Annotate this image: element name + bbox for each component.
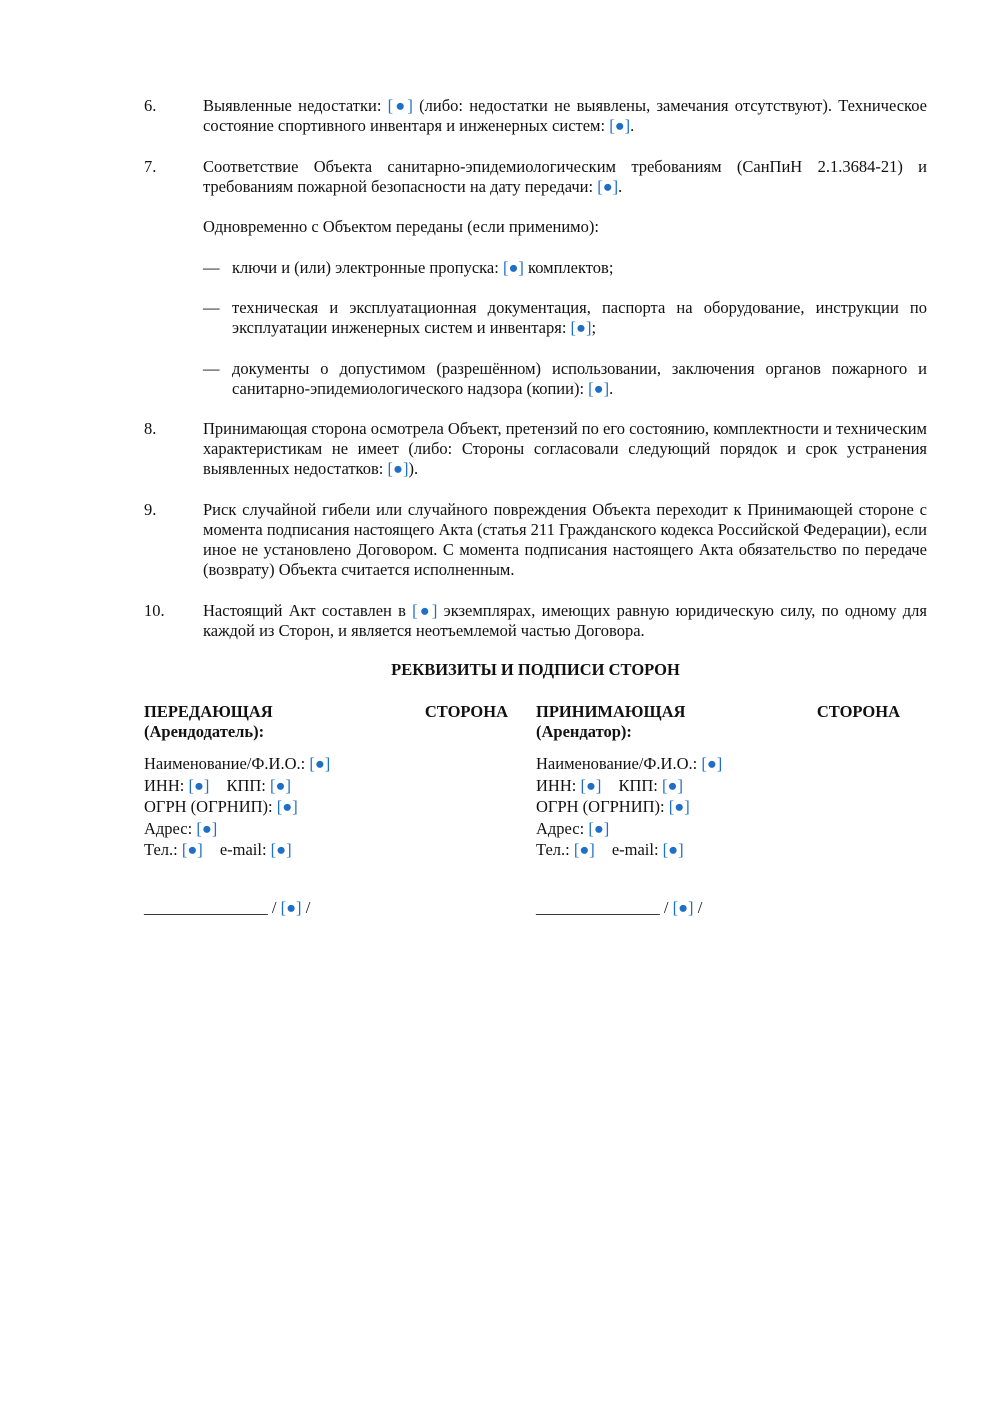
placeholder-marker[interactable]: [●] bbox=[609, 116, 631, 135]
placeholder-marker[interactable]: [●] bbox=[181, 840, 203, 859]
placeholder-marker[interactable]: [●] bbox=[570, 318, 592, 337]
placeholder-marker[interactable]: [●] bbox=[661, 775, 683, 795]
dash-marker: — bbox=[203, 298, 220, 317]
bullet-text: документы о допустимом (разрешённом) использовании, заключения органов пожарного и санитарно-эпидемиологического надзора (копии): [●]. bbox=[232, 359, 927, 398]
party-receiving bbox=[536, 702, 900, 861]
placeholder-marker[interactable]: [●] bbox=[276, 797, 298, 816]
clause-text: Настоящий Акт составлен в [●] экземплярах, имеющих равную юридическую силу, по одному для каждой из Сторон, и является неотъемлемой частью Договора. bbox=[203, 601, 927, 640]
placeholder-marker[interactable]: [●] bbox=[387, 96, 413, 115]
field-name: Наименование/Ф.И.О.: [●] bbox=[536, 754, 723, 773]
bullet-text: техническая и эксплуатационная документация, паспорта на оборудование, инструкции по эксплуатации инженерных систем и инвентаря: [●]; bbox=[232, 298, 927, 337]
party-fields bbox=[144, 753, 508, 861]
placeholder-marker[interactable]: [●] bbox=[269, 775, 291, 795]
field-ogrn: ОГРН (ОГРНИП): [●] bbox=[536, 797, 690, 816]
party-fields bbox=[536, 753, 900, 861]
field-contacts: Тел.: [●] e-mail: [●] bbox=[144, 840, 292, 859]
handover-bullet bbox=[203, 298, 927, 338]
signature-line-receiving[interactable]: _______________ / [●] / bbox=[536, 898, 703, 917]
clause-text: Риск случайной гибели или случайного повреждения Объекта переходит к Принимающей стороне с момента подписания настоящего Акта (статья 211 Гражданского кодекса Российской Федерации), если иное не установлено Договором. С момента подписания настоящего Акта обязательство по передаче (возврату) Объекта считается исполненным. bbox=[203, 500, 927, 579]
placeholder-marker[interactable]: [●] bbox=[502, 258, 524, 277]
placeholder-marker[interactable]: [●] bbox=[662, 840, 684, 859]
placeholder-marker[interactable]: [●] bbox=[387, 459, 409, 478]
placeholder-marker[interactable]: [●] bbox=[701, 754, 723, 773]
placeholder-marker[interactable]: [●] bbox=[309, 754, 331, 773]
field-inn-kpp: ИНН: [●] КПП: [●] bbox=[536, 775, 683, 795]
dash-marker: — bbox=[203, 359, 220, 378]
clause-10 bbox=[144, 601, 927, 641]
field-inn-kpp: ИНН: [●] КПП: [●] bbox=[144, 775, 291, 795]
signature-line-transferring[interactable]: _______________ / [●] / bbox=[144, 898, 311, 917]
party-heading: ПЕРЕДАЮЩАЯ СТОРОНА bbox=[144, 702, 508, 721]
placeholder-marker[interactable]: [●] bbox=[588, 379, 610, 398]
clause-7 bbox=[144, 157, 927, 197]
placeholder-marker[interactable]: [●] bbox=[412, 601, 438, 620]
clause-6 bbox=[144, 96, 927, 136]
clause-text: Соответствие Объекта санитарно-эпидемиологическим требованиям (СанПиН 2.1.3684-21) и требованиям пожарной безопасности на дату передачи: [●]. bbox=[203, 157, 927, 196]
placeholder-marker[interactable]: [●] bbox=[597, 177, 619, 196]
clause-number: 8. bbox=[144, 419, 157, 438]
party-role: (Арендодатель): bbox=[144, 722, 265, 741]
field-contacts: Тел.: [●] e-mail: [●] bbox=[536, 840, 684, 859]
clause-9 bbox=[144, 500, 927, 580]
clause-text: Принимающая сторона осмотрела Объект, претензий по его состоянию, комплектности и техническим характеристикам не имеет (либо: Стороны согласовали следующий порядок и срок устранения выявленных недостатков: [●]). bbox=[203, 419, 927, 478]
clause-number: 10. bbox=[144, 601, 165, 620]
placeholder-marker[interactable]: [●] bbox=[280, 898, 302, 917]
placeholder-marker[interactable]: [●] bbox=[573, 840, 595, 859]
placeholder-marker[interactable]: [●] bbox=[672, 898, 694, 917]
field-address: Адрес: [●] bbox=[144, 818, 218, 838]
party-role: (Арендатор): bbox=[536, 722, 632, 741]
field-address: Адрес: [●] bbox=[536, 818, 610, 838]
clause-number: 6. bbox=[144, 96, 157, 115]
clause-8 bbox=[144, 419, 927, 479]
handover-intro: Одновременно с Объектом переданы (если применимо): bbox=[203, 217, 599, 236]
party-transferring bbox=[144, 702, 508, 861]
requisites-title: РЕКВИЗИТЫ И ПОДПИСИ СТОРОН bbox=[391, 660, 680, 679]
placeholder-marker[interactable]: [●] bbox=[188, 775, 210, 795]
dash-marker: — bbox=[203, 258, 220, 277]
party-heading: ПРИНИМАЮЩАЯ СТОРОНА bbox=[536, 702, 900, 721]
clause-text: Выявленные недостатки: [●] (либо: недостатки не выявлены, замечания отсутствуют). Техническое состояние спортивного инвентаря и инженерных систем: [●]. bbox=[203, 96, 927, 135]
bullet-text: ключи и (или) электронные пропуска: [●] комплектов; bbox=[232, 258, 614, 277]
placeholder-marker[interactable]: [●] bbox=[196, 818, 218, 838]
field-name: Наименование/Ф.И.О.: [●] bbox=[144, 754, 331, 773]
handover-bullet bbox=[203, 359, 927, 399]
field-ogrn: ОГРН (ОГРНИП): [●] bbox=[144, 797, 298, 816]
placeholder-marker[interactable]: [●] bbox=[668, 797, 690, 816]
handover-bullet bbox=[203, 258, 927, 278]
placeholder-marker[interactable]: [●] bbox=[270, 840, 292, 859]
clause-number: 9. bbox=[144, 500, 157, 519]
placeholder-marker[interactable]: [●] bbox=[580, 775, 602, 795]
clause-number: 7. bbox=[144, 157, 157, 176]
placeholder-marker[interactable]: [●] bbox=[588, 818, 610, 838]
